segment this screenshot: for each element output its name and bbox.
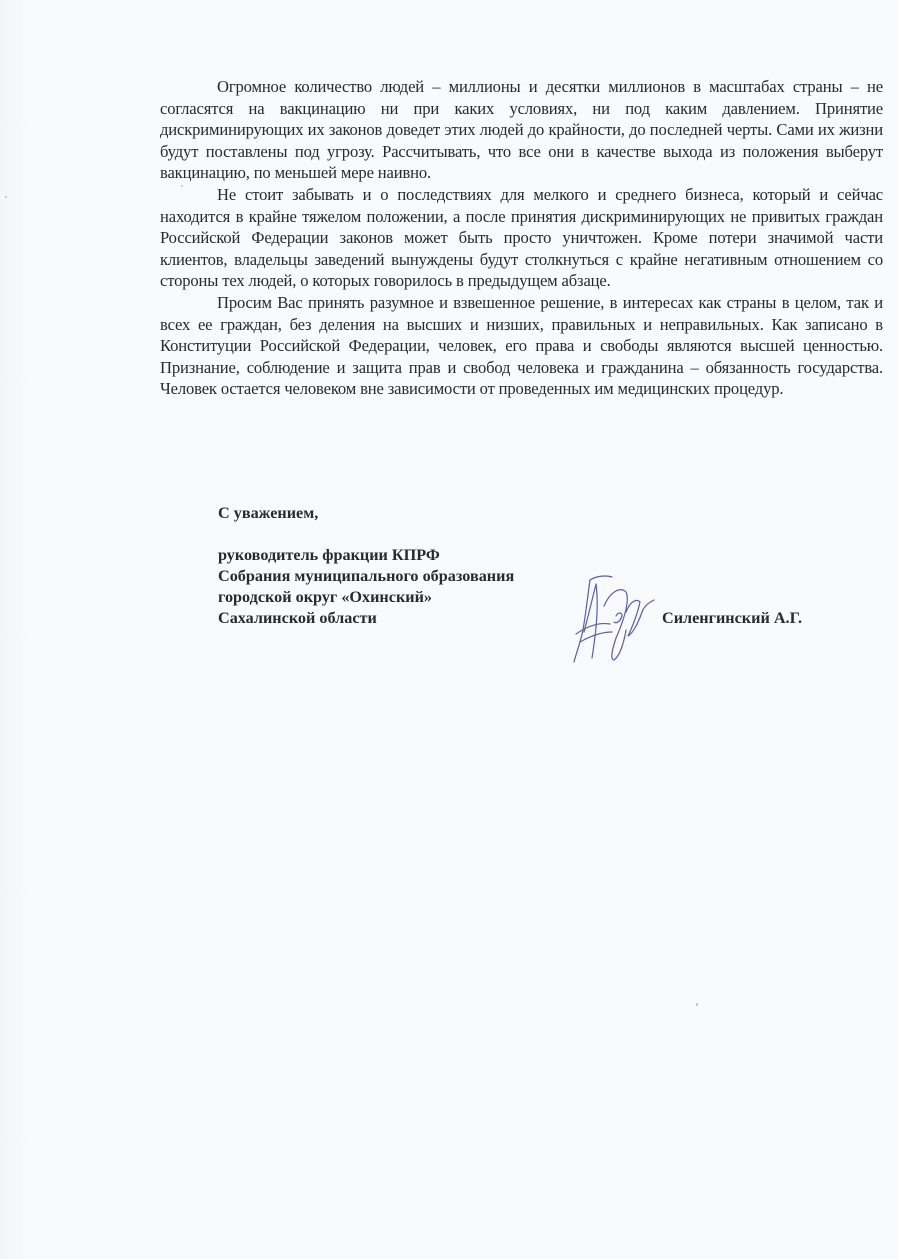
signature-stroke (626, 600, 654, 636)
signature-stroke (604, 590, 627, 660)
spacer (218, 524, 514, 545)
signature-stroke (574, 576, 612, 662)
scan-speck (181, 185, 183, 187)
paragraph-request: Просим Вас принять разумное и взвешенное решение, в интересах как страны в целом, так и всех ее граждан, без деления на высших и низших, правильных и неправильных. Как записано в Конституции Российской Федерации, человек, его права и свободы являются высшей ценностью. Признание, соблюдение и защита прав и свобод человека и гражданина – обязанность государства. Человек остается человеком вне зависимости от проведенных им медицинских процедур. (160, 292, 883, 399)
salutation: С уважением, (218, 504, 319, 522)
signer-position-line-2: Собрания муниципального образования (218, 567, 515, 585)
scan-page-edge (0, 0, 30, 1259)
signer-name: Силенгинский А.Г. (662, 609, 803, 627)
signer-position-line-4: Сахалинской области (218, 609, 377, 627)
closing-block (218, 503, 514, 629)
scan-speck (696, 1003, 698, 1006)
signer-position-line-3: городской округ «Охинский» (218, 588, 433, 606)
letter-body (160, 76, 883, 400)
scan-speck (5, 196, 7, 198)
handwritten-signature (566, 572, 656, 666)
paragraph-business-consequences: Не стоит забывать и о последствиях для мелкого и среднего бизнеса, который и сейчас находится в крайне тяжелом положении, а после принятия дискриминирующих не привитых граждан Российской Федерации законов может быть просто уничтожен. Кроме потери значимой части клиентов, владельцы заведений вынуждены будут столкнуться с крайне негативным отношением со стороны тех людей, о которых говорилось в предыдущем абзаце. (160, 184, 883, 291)
paragraph-vaccination-refusal: Огромное количество людей – миллионы и десятки миллионов в масштабах страны – не согласятся на вакцинацию ни при каких условиях, ни под каким давлением. Принятие дискриминирующих их законов доведет этих людей до крайности, до последней черты. Сами их жизни будут поставлены под угрозу. Рассчитывать, что все они в качестве выхода из положения выберут вакцинацию, по меньшей мере наивно. (160, 77, 883, 183)
signer-position-line-1: руководитель фракции КПРФ (218, 546, 440, 564)
signature-stroke (614, 613, 622, 623)
